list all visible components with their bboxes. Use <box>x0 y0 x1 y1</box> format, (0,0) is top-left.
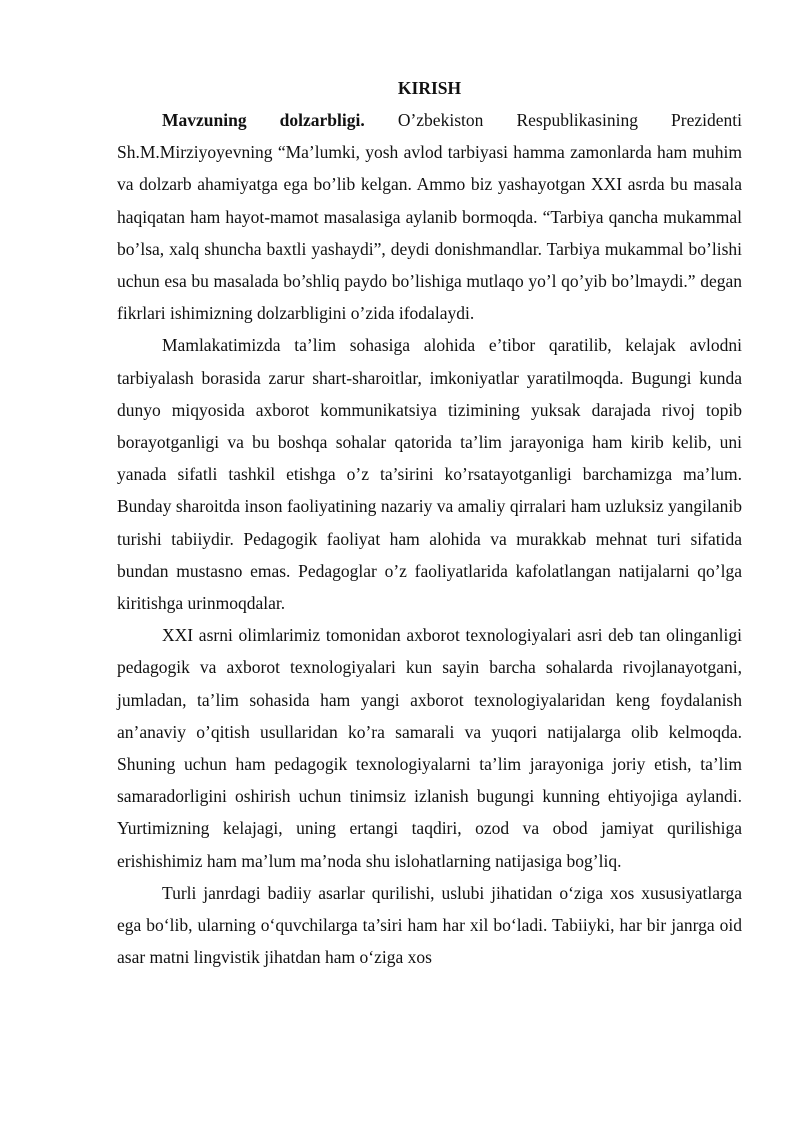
paragraph-relevance <box>117 104 742 329</box>
paragraph-text: O’zbekiston Respublikasining Prezidenti Sh.M.Mirziyoyevning “Ma’lumki, yosh avlod tarbiyasi hamma zamonlarda ham muhim va dolzarb ahamiyatga ega bo’lib kelgan. Ammo biz yashayotgan XXI asrda bu masala haqiqatan ham hayot-mamot masalasiga aylanib bormoqda. “Tarbiya qancha mukammal bo’lsa, xalq shuncha baxtli yashaydi”, deydi donishmandlar. Tarbiya mukammal bo’lishi uchun esa bu masalada bo’shliq paydo bo’lishiga mutlaqo yo’l qo’yib bo’lmaydi.” degan fikrlari ishimizning dolzarbligini o’zida ifodalaydi. <box>117 110 742 324</box>
paragraph-technology: XXI asrni olimlarimiz tomonidan axborot texnologiyalari asri deb tan olinganligi pedagogik va axborot texnologiyalari kun sayin barcha sohalarda rivojlanayotgani, jumladan, ta’lim sohasida ham yangi axborot texnologiyalaridan keng foydalanish an’anaviy o’qitish usullaridan ko’ra samarali va yuqori natijalarga olib kelmoqda. Shuning uchun ham pedagogik texnologiyalarni ta’lim jarayoniga joriy etish, ta’lim samaradorligini oshirish uchun tinimsiz izlanish bugungi kunning ehtiyojiga aylandi. Yurtimizning kelajagi, uning ertangi taqdiri, ozod va obod jamiyat qurilishiga erishishimiz ham ma’lum ma’noda shu islohatlarning natijasiga bog’liq. <box>117 625 742 871</box>
document-title: KIRISH <box>397 78 462 98</box>
paragraph-genres: Turli janrdagi badiiy asarlar qurilishi, uslubi jihatidan o‘ziga xos xususiyatlarga ega bo‘lib, ularning o‘quvchilarga ta’siri ham har xil bo‘ladi. Tabiiyki, har bir janrga oid asar matni lingvistik jihatdan ham o‘ziga xos <box>117 882 742 968</box>
document-page <box>117 72 742 973</box>
paragraph-education: Mamlakatimizda ta’lim sohasiga alohida e’tibor qaratilib, kelajak avlodni tarbiyalash borasida zarur shart-sharoitlar, imkoniyatlar yaratilmoqda. Bugungi kunda dunyo miqyosida axborot kommunikatsiya tizimining yuksak darajada rivoj topib borayotganligi va bu boshqa sohalar qatorida ta’lim jarayoniga ham kirib kelib, uni yanada sifatli tashkil etishga o’z ta’sirini ko’rsatayotganligi barchamizga ma’lum. Bunday sharoitda inson faoliyatining nazariy va amaliy qirralari ham uzluksiz yangilanib turishi tabiiydir. Pedagogik faoliyat ham alohida va murakkab mehnat turi sifatida bundan mustasno emas. Pedagoglar o’z faoliyatlarida kafolatlangan natijalarni qo’lga kiritishga urinmoqdalar. <box>117 335 742 614</box>
paragraph-lead: Mavzuning dolzarbligi. <box>162 110 365 130</box>
